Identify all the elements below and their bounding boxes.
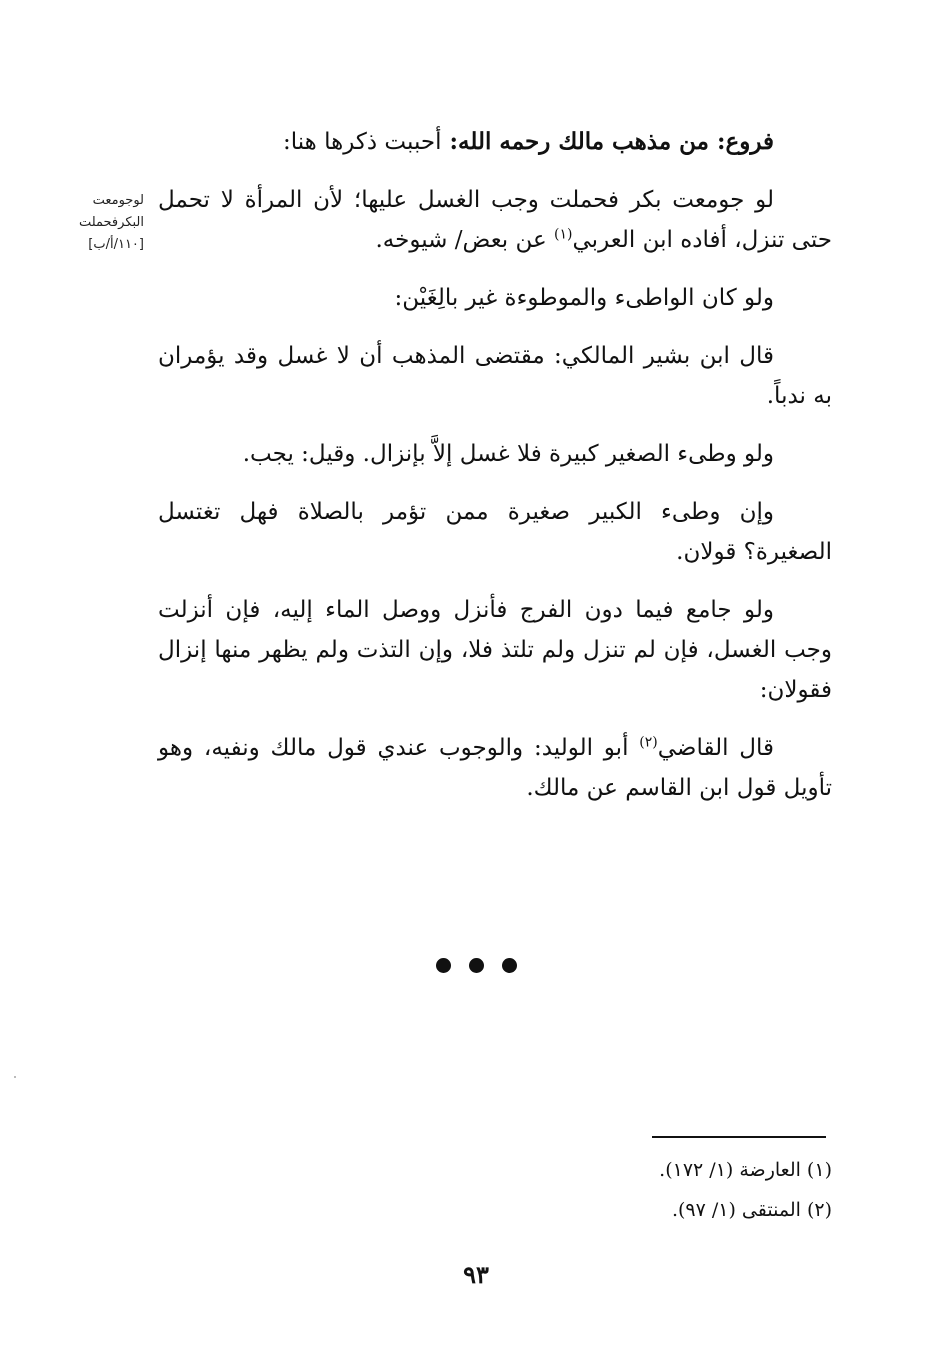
footnote-reference[interactable]: (١) xyxy=(554,226,573,243)
marginal-note-line: لوجومعت xyxy=(92,193,144,208)
section-separator xyxy=(0,958,952,977)
section-heading xyxy=(158,122,832,162)
paragraph: ولو وطىء الصغير كبيرة فلا غسل إلاَّ بإنزال. وقيل: يجب. xyxy=(242,441,774,467)
paragraph: ولو جامع فيما دون الفرج فأنزل ووصل الماء إليه، فإن أنزلت وجب الغسل، فإن لم تنزل ولم تلتذ فلا، وإن التذت ولم يظهر منها إنزال فقولان: xyxy=(158,597,832,703)
marginal-note xyxy=(28,190,144,256)
separator-dot xyxy=(502,958,517,973)
marginal-note-line: البكرفحملت xyxy=(78,215,144,230)
paragraph: قال ابن بشير المالكي: مقتضى المذهب أن لا غسل وقد يؤمران به ندباً. xyxy=(158,343,832,409)
main-text xyxy=(158,122,832,826)
manuscript-folio-reference: [١١٠/أ/ب] xyxy=(88,237,144,252)
separator-dot xyxy=(436,958,451,973)
footnote-divider xyxy=(652,1136,826,1138)
footnote: (١) العارضة (١/ ١٧٢). xyxy=(659,1159,832,1181)
footnote-reference[interactable]: (٢) xyxy=(639,734,658,751)
paragraph-text: لو جومعت بكر فحملت وجب الغسل عليها؛ لأن المرأة لا تحمل حتى تنزل، أفاده ابن العربي xyxy=(158,187,832,253)
paragraph-text: أبو الوليد: والوجوب عندي قول مالك ونفيه، وهو تأويل قول ابن القاسم عن مالك. xyxy=(158,735,832,801)
paragraph xyxy=(158,180,832,260)
heading-continuation: أحببت ذكرها هنا: xyxy=(282,129,442,155)
scan-speck xyxy=(14,1076,16,1078)
footnote: (٢) المنتقى (١/ ٩٧). xyxy=(671,1199,832,1221)
paragraph xyxy=(158,728,832,808)
paragraph-text: عن بعض/ شيوخه. xyxy=(375,227,555,253)
paragraph-text: قال القاضي xyxy=(657,735,775,761)
footnotes xyxy=(659,1150,832,1230)
heading-title: فروع: من مذهب مالك رحمه الله: xyxy=(449,128,774,155)
paragraph: وإن وطىء الكبير صغيرة ممن تؤمر بالصلاة فهل تغتسل الصغيرة؟ قولان. xyxy=(158,499,832,565)
separator-dot xyxy=(469,958,484,973)
paragraph: ولو كان الواطىء والموطوءة غير بالِغَيْن: xyxy=(394,285,774,311)
page-number: ٩٣ xyxy=(463,1260,489,1289)
